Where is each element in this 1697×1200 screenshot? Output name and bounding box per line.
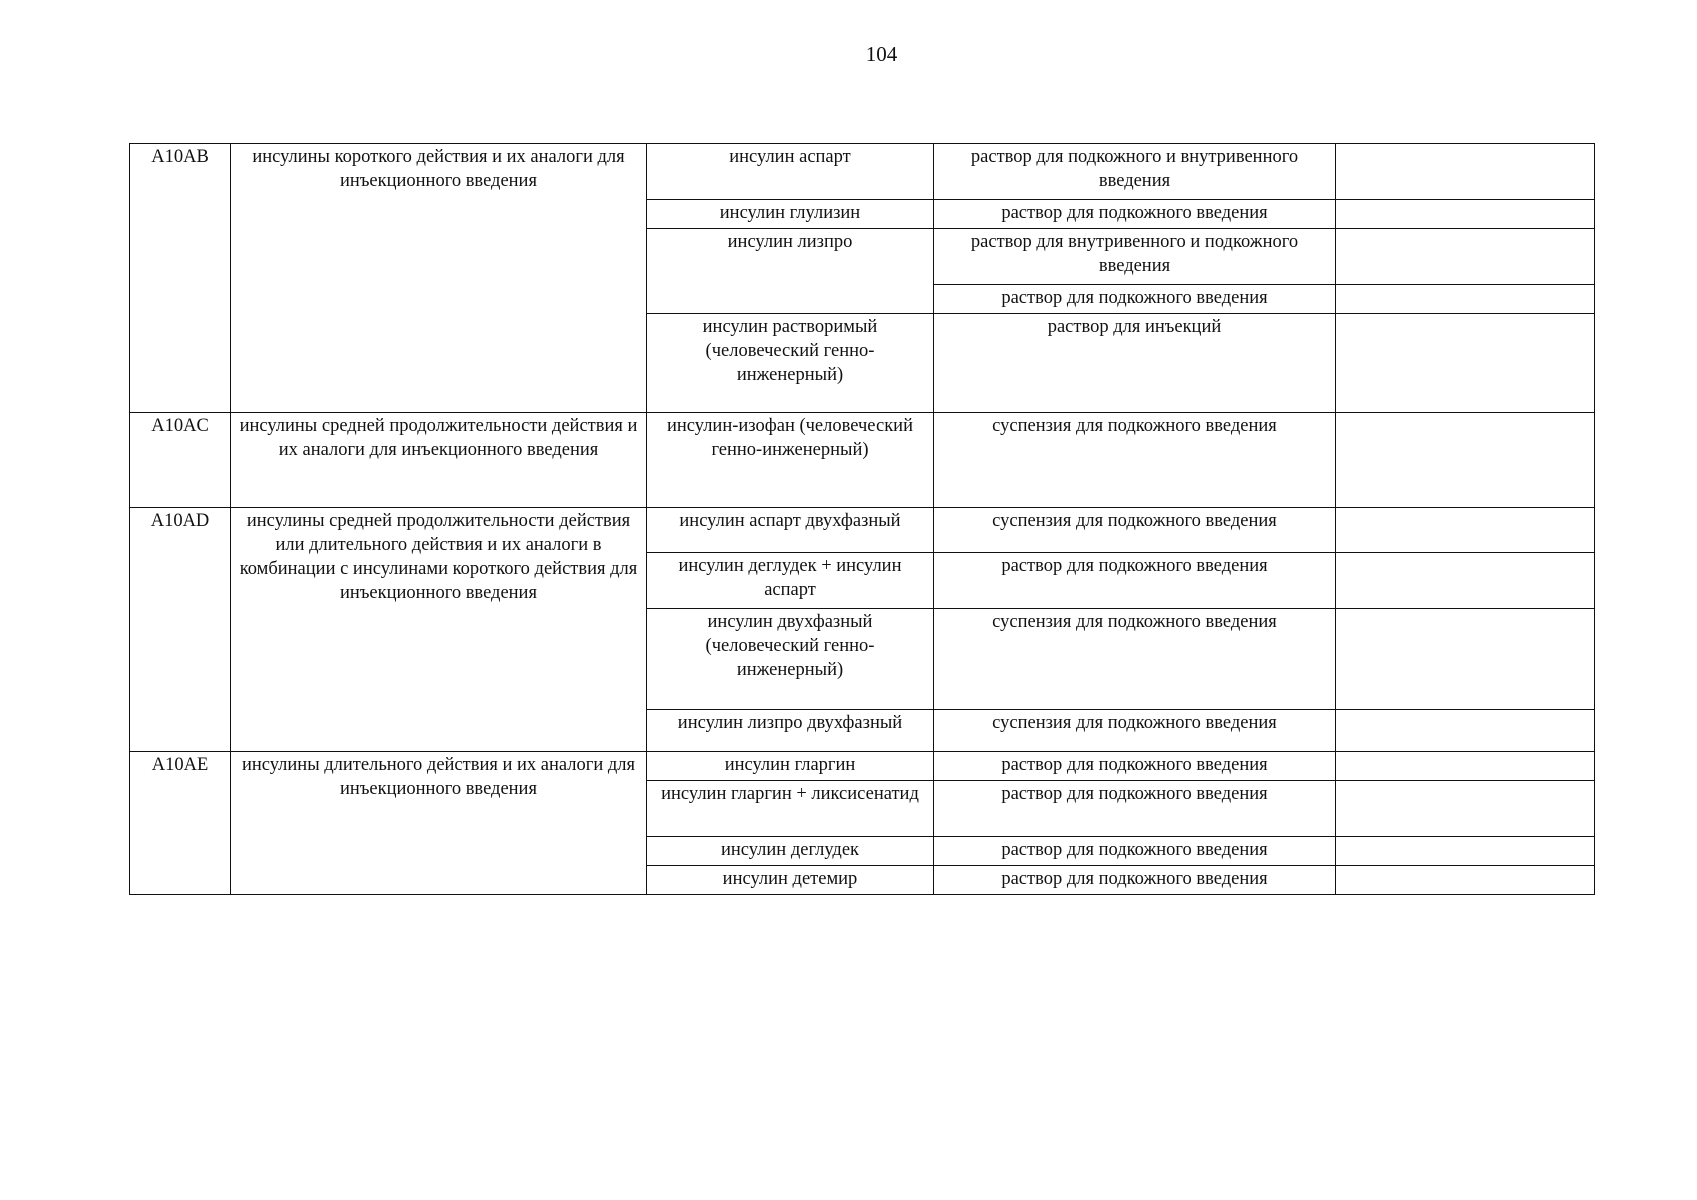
empty-cell — [1336, 508, 1595, 553]
empty-cell — [1336, 144, 1595, 200]
drug-name-cell: инсулин глулизин — [647, 200, 934, 229]
empty-cell — [1336, 781, 1595, 837]
table-row — [130, 508, 1595, 553]
dosage-form-cell: суспензия для подкожного введения — [934, 413, 1336, 508]
dosage-form-cell: раствор для инъекций — [934, 314, 1336, 413]
dosage-form-cell: раствор для подкожного введения — [934, 553, 1336, 609]
table-row — [130, 752, 1595, 781]
drug-name-cell: инсулин деглудек + инсулин аспарт — [647, 553, 934, 609]
page-number: 104 — [865, 42, 898, 66]
dosage-form-cell: раствор для подкожного введения — [934, 781, 1336, 837]
table-row — [130, 144, 1595, 200]
drug-name-cell: инсулин двухфазный (человеческий генно-инженерный) — [647, 609, 934, 710]
dosage-form-cell: раствор для подкожного и внутривенного введения — [934, 144, 1336, 200]
empty-cell — [1336, 285, 1595, 314]
dosage-form-cell: раствор для подкожного введения — [934, 837, 1336, 866]
atc-group-name-cell: инсулины длительного действия и их аналоги для инъекционного введения — [231, 752, 647, 895]
atc-group-name-cell: инсулины средней продолжительности действия или длительного действия и их аналоги в комбинации с инсулинами короткого действия для инъекционного введения — [231, 508, 647, 752]
drug-name-cell: инсулин аспарт — [647, 144, 934, 200]
empty-cell — [1336, 837, 1595, 866]
dosage-form-cell: суспензия для подкожного введения — [934, 710, 1336, 752]
dosage-form-cell: суспензия для подкожного введения — [934, 508, 1336, 553]
dosage-form-cell: раствор для подкожного введения — [934, 200, 1336, 229]
medication-table — [129, 143, 1595, 895]
dosage-form-cell: раствор для подкожного введения — [934, 752, 1336, 781]
drug-name-cell: инсулин лизпро двухфазный — [647, 710, 934, 752]
atc-group-name-cell: инсулины средней продолжительности действия и их аналоги для инъекционного введения — [231, 413, 647, 508]
empty-cell — [1336, 200, 1595, 229]
drug-name-cell: инсулин лизпро — [647, 229, 934, 314]
empty-cell — [1336, 553, 1595, 609]
drug-name-cell: инсулин гларгин — [647, 752, 934, 781]
drug-name-cell: инсулин-изофан (человеческий генно-инженерный) — [647, 413, 934, 508]
drug-name-cell: инсулин гларгин + ликсисенатид — [647, 781, 934, 837]
empty-cell — [1336, 710, 1595, 752]
table-row — [130, 413, 1595, 508]
atc-code-cell: A10AD — [130, 508, 231, 752]
drug-name-cell: инсулин растворимый (человеческий генно-инженерный) — [647, 314, 934, 413]
atc-code-cell: A10AB — [130, 144, 231, 413]
atc-code-cell: A10AE — [130, 752, 231, 895]
drug-name-cell: инсулин аспарт двухфазный — [647, 508, 934, 553]
empty-cell — [1336, 314, 1595, 413]
empty-cell — [1336, 413, 1595, 508]
drug-name-cell: инсулин деглудек — [647, 837, 934, 866]
empty-cell — [1336, 752, 1595, 781]
dosage-form-cell: раствор для подкожного введения — [934, 866, 1336, 895]
empty-cell — [1336, 229, 1595, 285]
empty-cell — [1336, 866, 1595, 895]
dosage-form-cell: суспензия для подкожного введения — [934, 609, 1336, 710]
dosage-form-cell: раствор для подкожного введения — [934, 285, 1336, 314]
atc-group-name-cell: инсулины короткого действия и их аналоги для инъекционного введения — [231, 144, 647, 413]
dosage-form-cell: раствор для внутривенного и подкожного введения — [934, 229, 1336, 285]
drug-name-cell: инсулин детемир — [647, 866, 934, 895]
empty-cell — [1336, 609, 1595, 710]
atc-code-cell: A10AC — [130, 413, 231, 508]
